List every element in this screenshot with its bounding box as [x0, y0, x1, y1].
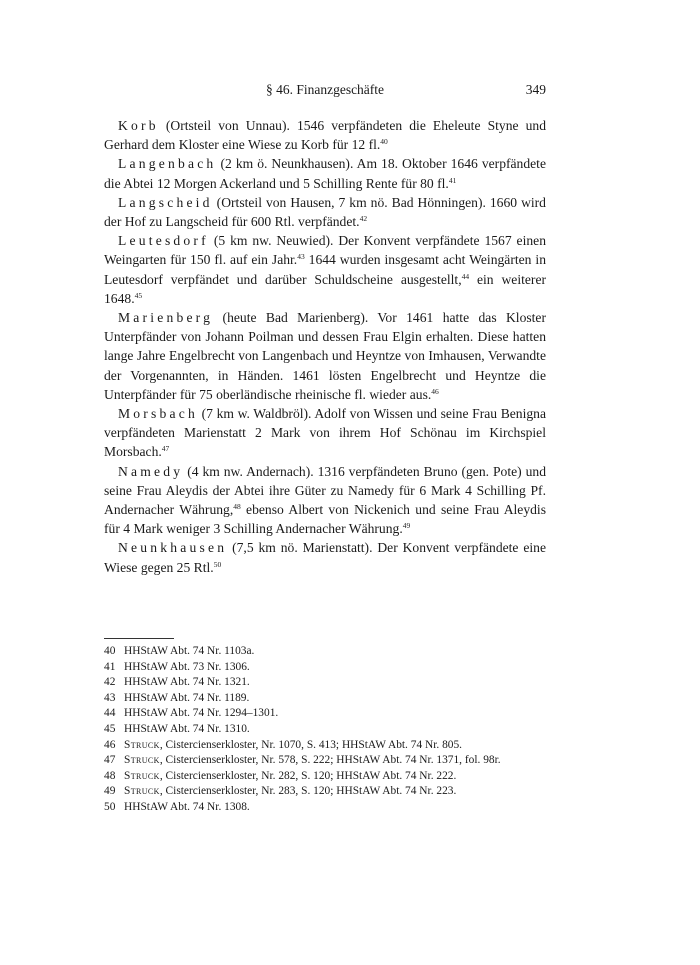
- entry-text: (Ortsteil von Unnau). 1546 verpfändeten die Eheleute Styne und Gerhard dem Kloster eine Wiese zu Korb für 12 fl.: [104, 118, 546, 153]
- place-name: Langscheid: [118, 194, 213, 210]
- place-name: Namedy: [118, 463, 184, 479]
- place-name: Langenbach: [118, 156, 217, 172]
- body-text: [104, 116, 546, 577]
- footnote-number: 42: [104, 676, 116, 689]
- footnote: [104, 784, 546, 800]
- entry-langenbach: [104, 154, 546, 192]
- footnote: [104, 738, 546, 754]
- footnote: [104, 769, 546, 785]
- footnote-number: 45: [104, 722, 116, 735]
- place-name: Marienberg: [118, 310, 214, 326]
- footnote-text: HHStAW Abt. 74 Nr. 1308.: [124, 800, 250, 813]
- entry-text: (heute Bad Marienberg). Vor 1461 hatte das Kloster Unterpfänder von Johann Poilman und dessen Frau Elgin erhalten. Diese hatten lange Jahre Engelbrecht von Langenbach und Heyntze von Imhausen, Verwandte der Vorgenannten, in Händen. 1461 lösten Engelbrecht und Heyntze die Unterpfänder für 75 oberländische rheinische fl. wieder aus.: [104, 310, 546, 402]
- entry-text: ebenso Albert von Nickenich und seine Frau Aleydis für 4 Mark weniger 3 Schilling Andernacher Währung.: [104, 502, 546, 537]
- entry-text: ein weiterer 1648.: [104, 271, 546, 306]
- footnote-text: , Cistercienserkloster, Nr. 578, S. 222; HHStAW Abt. 74 Nr. 1371, fol. 98r.: [159, 754, 501, 767]
- entry-text: (Ortsteil von Hausen, 7 km nö. Bad Hönningen). 1660 wird der Hof zu Langscheid für 600 Rtl. verpfändet.: [104, 194, 546, 230]
- footnote: [104, 706, 546, 722]
- entry-morsbach: [104, 404, 546, 462]
- running-head: [104, 82, 546, 102]
- footnote-ref[interactable]: 44: [461, 271, 470, 281]
- footnote-ref[interactable]: 41: [448, 175, 457, 185]
- place-name: Neunkhausen: [118, 540, 228, 556]
- place-name: Korb: [118, 118, 159, 133]
- running-title: § 46. Finanzgeschäfte: [265, 82, 385, 97]
- footnote-number: 46: [104, 738, 116, 751]
- entry-namedy: [104, 462, 546, 539]
- footnote-text: , Cistercienserkloster, Nr. 282, S. 120; HHStAW Abt. 74 Nr. 222.: [159, 769, 457, 782]
- entry-korb: [104, 116, 546, 154]
- entry-langscheid: [104, 193, 546, 231]
- footnote-text: HHStAW Abt. 74 Nr. 1294–1301.: [124, 707, 279, 720]
- footnote-author: Struck: [124, 769, 160, 782]
- footnote: [104, 644, 546, 660]
- footnote: [104, 691, 546, 707]
- footnote-number: 50: [104, 800, 116, 813]
- entry-leutesdorf: [104, 231, 546, 308]
- footnote-text: HHStAW Abt. 74 Nr. 1189.: [124, 691, 250, 704]
- footnote-ref[interactable]: 47: [161, 444, 170, 454]
- entry-marienberg: [104, 308, 546, 404]
- footnote-ref[interactable]: 43: [297, 252, 305, 262]
- entry-text: (7 km w. Waldbröl). Adolf von Wissen und seine Frau Benigna verpfändeten Marienstatt 2 Mark von ihrem Hof Schönau im Kirchspiel Morsbach.: [104, 406, 546, 460]
- footnote: [104, 753, 546, 769]
- footnote-number: 48: [104, 769, 116, 782]
- footnote-author: Struck: [124, 738, 160, 751]
- footnote: [104, 722, 546, 738]
- footnote-author: Struck: [124, 785, 160, 798]
- entry-text: 1644 wurden insgesamt acht Weingärten in Leutesdorf verpfändet und darüber Schuldscheine ausgestellt,: [104, 252, 546, 287]
- footnote-number: 43: [104, 691, 116, 704]
- footnote-number: 47: [104, 754, 116, 767]
- footnote-text: HHStAW Abt. 74 Nr. 1321.: [124, 676, 250, 689]
- footnote-text: HHStAW Abt. 74 Nr. 1103a.: [124, 645, 255, 657]
- footnotes: [104, 644, 546, 816]
- footnote: [104, 800, 546, 816]
- entry-text: (4 km nw. Andernach). 1316 verpfändeten Bruno (gen. Pote) und seine Frau Aleydis der Abtei ihre Güter zu Namedy für 6 Mark 4 Schilling Pf. Andernacher Währung,: [104, 463, 546, 518]
- entry-text: (7,5 km nö. Marienstatt). Der Konvent verpfändete eine Wiese gegen 25 Rtl.: [104, 540, 546, 575]
- footnote-ref[interactable]: 40: [380, 137, 388, 147]
- footnote-ref[interactable]: 48: [233, 502, 241, 512]
- entry-text: (5 km nw. Neuwied). Der Konvent verpfändete 1567 einen Weingarten für 150 fl. auf ein Jahr.: [104, 233, 546, 268]
- footnote-text: , Cistercienserkloster, Nr. 283, S. 120; HHStAW Abt. 74 Nr. 223.: [159, 785, 457, 798]
- footnote-ref[interactable]: 42: [359, 214, 368, 224]
- footnote-text: HHStAW Abt. 74 Nr. 1310.: [124, 722, 250, 735]
- footnote-ref[interactable]: 50: [213, 559, 222, 569]
- place-name: Morsbach: [118, 406, 198, 422]
- footnote-ref[interactable]: 45: [134, 290, 143, 300]
- entry-text: (2 km ö. Neunkhausen). Am 18. Oktober 1646 verpfändete die Abtei 12 Morgen Ackerland und 5 Schilling Rente für 80 fl.: [104, 156, 546, 191]
- footnote-text: , Cistercienserkloster, Nr. 1070, S. 413; HHStAW Abt. 74 Nr. 805.: [159, 738, 463, 751]
- footnote: [104, 660, 546, 676]
- footnote-ref[interactable]: 46: [431, 386, 439, 396]
- page-number: 349: [525, 82, 546, 97]
- footnote: [104, 675, 546, 691]
- footnote-ref[interactable]: 49: [402, 521, 411, 531]
- place-name: Leutesdorf: [118, 233, 209, 249]
- footnote-number: 41: [104, 660, 116, 673]
- entry-neunkhausen: [104, 538, 546, 576]
- footnote-text: HHStAW Abt. 73 Nr. 1306.: [124, 660, 250, 673]
- footnote-number: 49: [104, 785, 116, 798]
- footnote-author: Struck: [124, 754, 160, 767]
- footnote-number: 44: [104, 707, 116, 720]
- footnote-number: 40: [104, 645, 116, 657]
- footnote-divider: [104, 638, 174, 639]
